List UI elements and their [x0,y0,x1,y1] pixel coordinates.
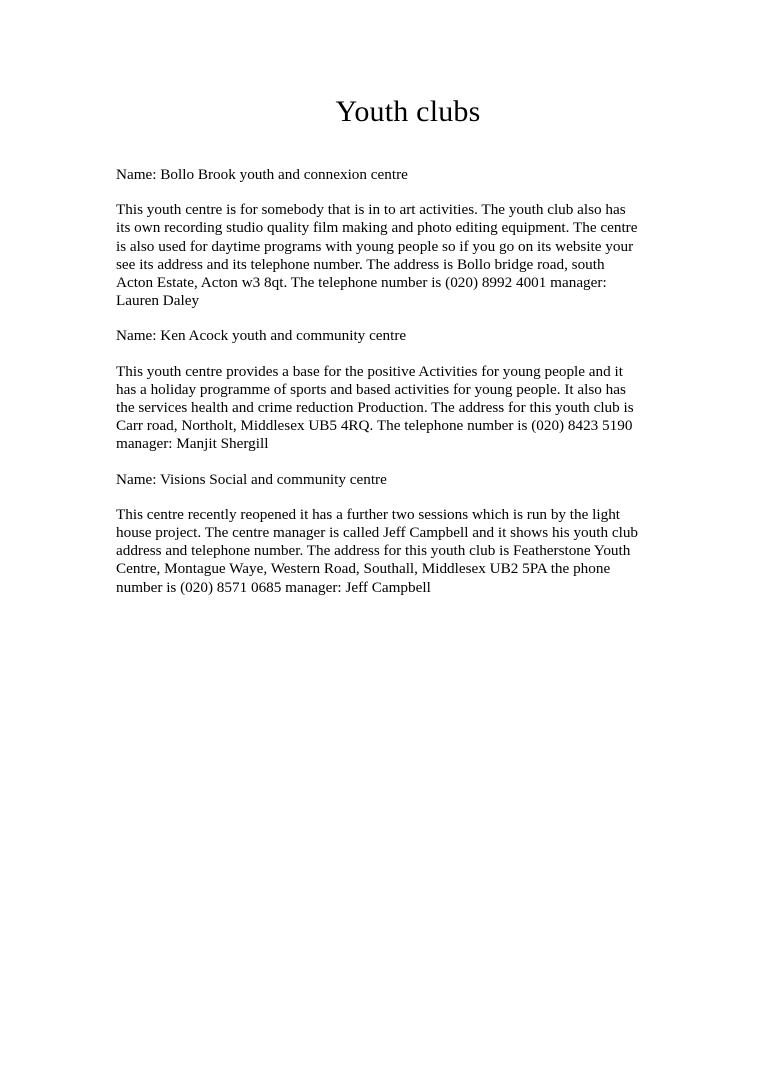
club-name-2: Name: Ken Acock youth and community centre [116,327,407,345]
club-name-1: Name: Bollo Brook youth and connexion centre [116,166,408,183]
club-name-3: Name: Visions Social and community centre [116,470,387,488]
text-line: is also used for daytime programs with young people so if you go on its website your [116,237,634,255]
text-line: Centre, Montague Waye, Western Road, Southall, Middlesex UB2 5PA the phone [116,560,611,578]
text-line: This youth centre is for somebody that is in to art activities. The youth club also has [116,201,626,219]
text-line: the services health and crime reduction Production. The address for this youth club is [116,399,634,417]
text-line: manager: Manjit Shergill [116,435,269,453]
text-line: Acton Estate, Acton w3 8qt. The telephone number is (020) 8992 4001 manager: [116,274,607,292]
text-line: number is (020) 8571 0685 manager: Jeff Campbell [116,578,431,596]
document-title: Youth clubs [335,95,481,128]
text-line: see its address and its telephone number. The address is Bollo bridge road, south [116,255,605,273]
text-line: its own recording studio quality film making and photo editing equipment. The centre [116,219,638,237]
club-description-3 [116,506,660,597]
text-line: Lauren Daley [116,292,200,310]
text-line: Carr road, Northolt, Middlesex UB5 4RQ. The telephone number is (020) 8423 5190 [116,417,633,435]
text-line: This youth centre provides a base for the positive Activities for young people and it [116,362,623,380]
club-description-1 [116,201,660,310]
document-body [116,166,660,614]
text-line: has a holiday programme of sports and based activities for young people. It also has [116,380,626,398]
text-line: house project. The centre manager is called Jeff Campbell and it shows his youth club [116,524,639,542]
club-description-2 [116,363,660,454]
text-line: address and telephone number. The address for this youth club is Featherstone Youth [116,542,631,560]
text-line: This centre recently reopened it has a further two sessions which is run by the light [116,505,621,523]
